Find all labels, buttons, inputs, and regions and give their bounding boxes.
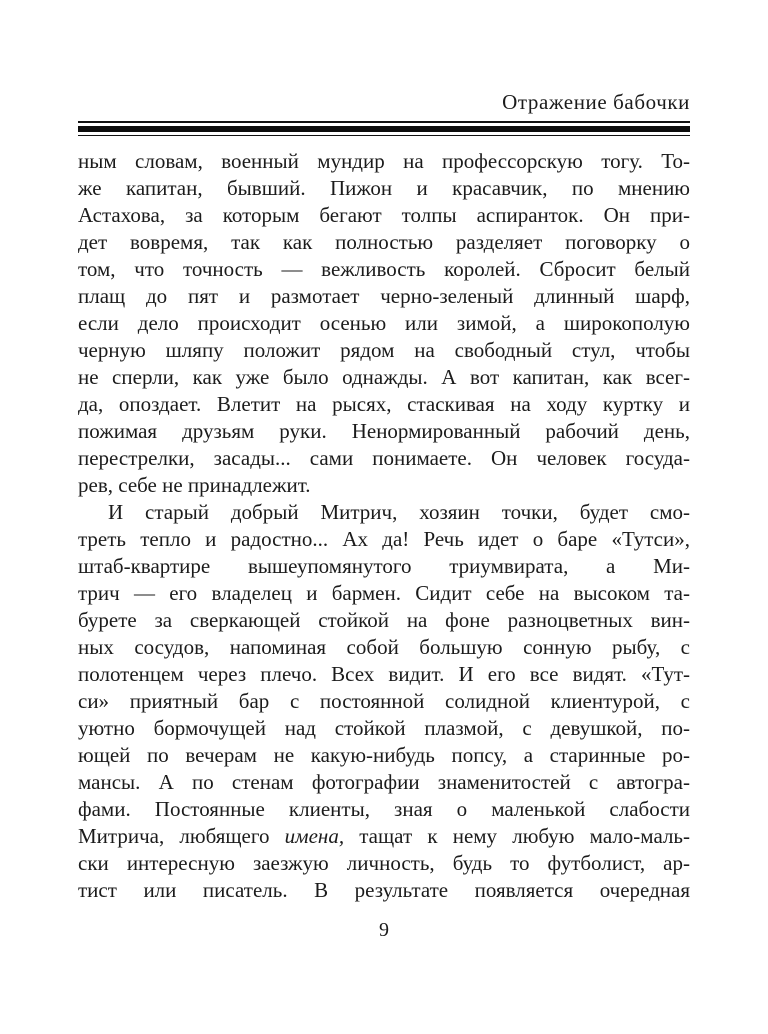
- book-title: Отражение бабочки: [502, 90, 690, 114]
- italic-text: имена,: [284, 824, 345, 848]
- text-line: полотенцем через плечо. Всех видит. И его все видят. «Тут-: [78, 662, 690, 686]
- page-number: 9: [379, 919, 389, 941]
- text-line: мансы. А по стенам фотографии знаменитостей с автогра-: [78, 770, 690, 794]
- text-line: да, опоздает. Влетит на рысях, стаскивая на ходу куртку и: [78, 392, 690, 416]
- text-line: ющей по вечерам не какую-нибудь попсу, а старинные ро-: [78, 743, 690, 767]
- rule-thin-bottom: [78, 135, 690, 136]
- body-text: [78, 148, 690, 904]
- text-line: перестрелки, засады... сами понимаете. Он человек госуда-: [78, 446, 690, 470]
- text-line: черную шляпу положит рядом на свободный стул, чтобы: [78, 338, 690, 362]
- text-line: пожимая друзьям руки. Ненормированный рабочий день,: [78, 419, 690, 443]
- text-line: плащ до пят и размотает черно-зеленый длинный шарф,: [78, 284, 690, 308]
- text-line: штаб-квартире вышеупомянутого триумвирата, а Ми-: [78, 554, 690, 578]
- text-line: бурете за сверкающей стойкой на фоне разноцветных вин-: [78, 608, 690, 632]
- text-line: фами. Постоянные клиенты, зная о маленькой слабости: [78, 797, 690, 821]
- text-line: си» приятный бар с постоянной солидной клиентурой, с: [78, 689, 690, 713]
- header-rule: [78, 121, 690, 136]
- text-line: ски интересную заезжую личность, будь то футболист, ар-: [78, 851, 690, 875]
- text-line: ным словам, военный мундир на профессорскую тогу. То-: [78, 149, 690, 173]
- text-line: том, что точность — вежливость королей. Сбросит белый: [78, 257, 690, 281]
- text-line: дет вовремя, так как полностью разделяет поговорку о: [78, 230, 690, 254]
- text-line: рев, себе не принадлежит.: [78, 473, 311, 497]
- rule-thick: [78, 126, 690, 132]
- text-line: тист или писатель. В результате появляется очередная: [78, 878, 690, 902]
- text-line: И старый добрый Митрич, хозяин точки, будет смо-: [108, 500, 690, 524]
- text-line: не сперли, как уже было однажды. А вот капитан, как всег-: [78, 365, 690, 389]
- text-line: ных сосудов, напоминая собой большую сонную рыбу, с: [78, 635, 690, 659]
- rule-thin-top: [78, 121, 690, 123]
- text-line: трич — его владелец и бармен. Сидит себе на высоком та-: [78, 581, 690, 605]
- text-line: если дело происходит осенью или зимой, а широкополую: [78, 311, 690, 335]
- running-header: [78, 90, 690, 114]
- text-line: уютно бормочущей над стойкой плазмой, с девушкой, по-: [78, 716, 690, 740]
- text-line: Митрича, любящего имена, тащат к нему любую мало-маль-: [78, 824, 690, 848]
- text-line: треть тепло и радостно... Ах да! Речь идет о баре «Тутси»,: [78, 527, 690, 551]
- text-block: [78, 0, 690, 942]
- text-line: Астахова, за которым бегают толпы аспиранток. Он при-: [78, 203, 690, 227]
- text-line: же капитан, бывший. Пижон и красавчик, по мнению: [78, 176, 690, 200]
